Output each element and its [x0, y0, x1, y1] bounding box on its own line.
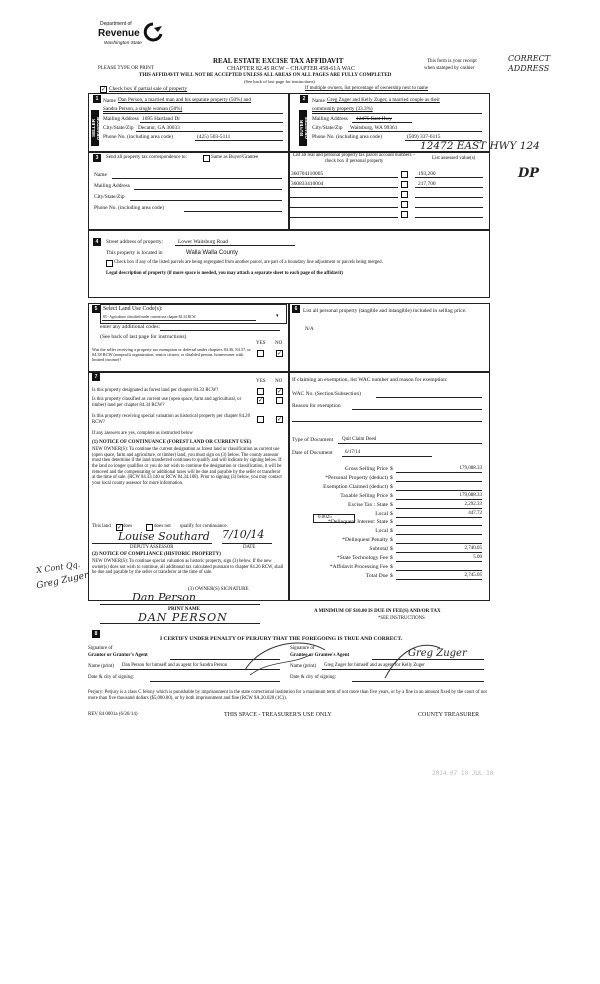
form-chapter: CHAPTER 82.45 RCW – CHAPTER 458-61A WAC: [227, 66, 355, 72]
tax-row-label: Total Due: [365, 572, 388, 579]
certify-statement: I CERTIFY UNDER PENALTY OF PERJURY THAT THE FOREGOING IS TRUE AND CORRECT.: [160, 636, 403, 642]
grantee-signature: Greg Zuger: [408, 648, 467, 659]
located-value: Walla Walla County: [186, 250, 238, 256]
tax-row-label: *Affidavit Processing Fee: [329, 563, 388, 570]
wac-label: WAC No. (Section/Subsection): [292, 391, 361, 397]
partial-sale-label: Check box if partial sale of property: [109, 86, 188, 92]
dept-line: Department of: [100, 21, 132, 27]
section-2-marker: 2: [300, 95, 308, 103]
seller-name-label: Name: [103, 98, 116, 104]
section-4-marker: 4: [93, 238, 101, 246]
buyer-name-value: Greg Zuger and Kelly Zuger, a married couple as their: [327, 97, 441, 103]
segregated-label: Check box if any of the listed parcels are being segregated from another parcel, are part of a boundary line adjustment or parcels being merged.: [114, 260, 383, 265]
buyer-label: BUYER GRANTEE: [299, 110, 307, 146]
forest-no-checkbox[interactable]: ✓: [277, 388, 283, 395]
section-1-marker: 1: [93, 95, 101, 103]
tax-row-currency: $: [390, 528, 393, 535]
buyer-name-value-2: community property (33.3%): [312, 106, 373, 112]
notice-continuance-title: (1) NOTICE OF CONTINUANCE (FOREST LAND OR CURRENT USE): [92, 440, 252, 445]
tax-row-label: *Delinquent Penalty: [342, 537, 388, 544]
tax-row-currency: $: [390, 474, 393, 481]
corr-city-label: City/State/Zip: [94, 194, 125, 200]
seller-phone-label: Phone No. (including area code): [103, 134, 173, 140]
handwritten-buyer-address: 12472 EAST HWY 124: [420, 140, 540, 152]
dept-state: Washington State: [104, 41, 142, 46]
handwritten-correct-address: CORRECT ADDRESS: [508, 54, 551, 74]
grantor-name-value: Dan Person for himself and as agent for Sandra Person: [122, 663, 228, 668]
section-7-marker: 7: [92, 373, 100, 381]
does-checkbox[interactable]: ✓: [117, 524, 123, 531]
tax-row-currency: $: [390, 537, 393, 544]
grantee-signature-loop-icon: [380, 640, 450, 680]
buyer-city-value: Waitsburg, WA 99361: [350, 125, 398, 131]
corr-name-label: Name: [94, 172, 107, 178]
segregated-checkbox[interactable]: [106, 260, 113, 267]
date-label: DATE: [243, 545, 256, 550]
owner-signature: Dan Person: [132, 591, 196, 604]
land-use-dropdown-icon[interactable]: ▾: [276, 314, 279, 319]
seller-name-value: Dan Person, a married man and his separate property (50%) and: [118, 97, 251, 103]
parcels-header: List all real and personal property tax parcel account numbers – check box if personal property: [292, 153, 416, 164]
tax-row-currency: $: [390, 501, 393, 508]
grantee-date-label: Date & city of signing:: [290, 675, 337, 680]
receipt-note: This form is your receipt: [427, 59, 477, 64]
margin-signature: Greg Zuger: [35, 570, 90, 592]
printed-name-handwritten: DAN PERSON: [138, 611, 228, 624]
tax-row-label: *State Technology Fee: [336, 555, 388, 561]
personal-property-checkbox[interactable]: [401, 201, 408, 208]
street-value: Lower Waitsburg Road: [178, 239, 228, 245]
form-title: REAL ESTATE EXCISE TAX AFFIDAVIT: [213, 57, 344, 65]
corr-phone-label: Phone No. (including area code): [94, 205, 164, 211]
handwritten-initials: DP: [518, 166, 540, 181]
tax-row-value: 2,745.05: [464, 572, 482, 578]
document-date-label: Date of Document: [292, 450, 333, 456]
tax-row-label: *Delinquent Interest: State: [328, 519, 388, 526]
perjury-notice: Perjury: Perjury is a class C felony which is punishable by imprisonment in the state correctional institution for a maximum term of not more than five years, or by a fine in an amount fixed by the court of not more than five thousand dollars ($5,000.00), or by both imprisonment and fine (RCW 9A.20.020 (1C)).: [88, 690, 487, 701]
land-use-value: 83 - Agriculture classified under current use chapter 84.34 RCW: [103, 315, 196, 319]
notice-continuance-body: NEW OWNER(S): To continue the current designation as forest land or classification as current use (open space, farm and agriculture, or timber) land, you must sign on (3) below. The county assessor must then determine if the land transferred continues to qualify and will indicate by signing below. If the land no longer qualifies or you do not wish to continue the designation or classification, it will be removed and the compensating or additional taxes will be due and payable by the seller or transferor at the time of sale. (RCW 84.33.140 or RCW 84.34.108). Prior to signing (3) below, you may contact your local county assessor for more information.: [92, 447, 282, 486]
does-label: does: [123, 524, 133, 529]
tax-row-label: Taxable Selling Price: [340, 492, 388, 499]
document-type-label: Type of Document: [292, 437, 334, 443]
grantee-sig-label-2: Grantee or Grantee's Agent: [290, 653, 350, 658]
form-see-back: (See back of last page for instructions): [244, 79, 315, 84]
grantor-sig-label-2: Grantor or Grantor's Agent: [88, 653, 148, 658]
exemption-no-checkbox[interactable]: ✓: [277, 350, 283, 357]
tax-row-label: Subtotal: [369, 546, 388, 553]
this-land-label: This land: [92, 524, 111, 529]
tax-row-value: 179,088.33: [459, 492, 482, 498]
reason-label: Reason for exemption: [292, 403, 341, 409]
seller-name-value-2: Sandra Person, a single woman (50%): [103, 106, 183, 112]
street-label: Street address of property:: [106, 239, 164, 245]
grantee-name-value: Greg Zuger for himself and as agent for Kelly Zuger: [324, 663, 425, 668]
grantor-signature-loop-icon: [240, 640, 330, 680]
tax-row-value: 2,740.05: [464, 546, 482, 552]
additional-codes-label: enter any additional codes:: [100, 324, 161, 330]
parcel-number: 360833410004: [291, 181, 324, 187]
document-type-value: Quit Claim Deed: [342, 437, 377, 442]
section-6-marker: 6: [292, 305, 300, 313]
tax-row-value: 447.72: [468, 510, 482, 516]
tax-row-currency: $: [390, 510, 393, 517]
see-instructions: *SEE INSTRUCTIONS: [378, 616, 425, 621]
rev-number: REV 84 0001a (6/26/14): [88, 712, 138, 717]
land-use-label: Select Land Use Code(s):: [103, 306, 163, 312]
seller-mailing-value: 1695 Hartland Dr: [142, 116, 181, 122]
tax-row-label: Excise Tax : State: [347, 501, 388, 508]
tax-row-currency: $: [390, 546, 393, 553]
legal-description-label: Legal description of property (if more space is needed, you may attach a separate sheet to each page of the affidavit): [106, 271, 343, 276]
buyer-mailing-label: Mailing Address: [312, 116, 348, 122]
buyer-city-label: City/State/Zip: [312, 125, 343, 131]
tax-row-currency: $: [390, 555, 393, 561]
personal-property-checkbox[interactable]: [401, 191, 408, 198]
assessor-signature: Louise Southard: [118, 530, 210, 543]
tax-row-label: Local: [375, 528, 388, 535]
tax-row-value: 5.00: [473, 555, 482, 560]
current-use-no-checkbox[interactable]: [276, 397, 283, 404]
grantee-name-label: Name (print): [290, 664, 316, 669]
buyer-phone-value: (509) 337-6115: [407, 134, 441, 140]
owner-signature-label: (3) OWNER(S) SIGNATURE: [188, 587, 249, 592]
historic-question: Is this property receiving special valuation as historical property per chapter 84.26 RCW?: [92, 414, 250, 425]
tax-row-label: Local: [375, 510, 388, 517]
forest-land-question: Is this property designated as forest land per chapter 84.33 RCW?: [92, 388, 219, 393]
grantor-name-label: Name (print): [88, 664, 114, 669]
historic-yes-checkbox[interactable]: [257, 416, 264, 423]
tax-row-currency: $: [390, 519, 393, 526]
seller-phone-value: (425) 503-5111: [197, 134, 231, 140]
exemption-label: If claiming an exemption, list WAC number and reason for exemption:: [292, 377, 448, 383]
receipt-note-2: when stamped by cashier: [424, 66, 475, 71]
treasurer-space: THIS SPACE - TREASURER'S USE ONLY: [224, 712, 332, 718]
assessed-header: List assessed value(s): [432, 156, 476, 161]
tax-row-value: 2,292.33: [464, 501, 482, 507]
exemption-yes-checkbox[interactable]: [257, 350, 264, 357]
county-treasurer: COUNTY TREASURER: [418, 712, 480, 718]
parcel-value: 193,200: [418, 171, 436, 177]
personal-property-checkbox[interactable]: [401, 211, 408, 218]
tax-row-currency: $: [390, 483, 393, 490]
seller-city-value: Decatur, GA 30033: [138, 125, 180, 131]
tax-row-currency: $: [390, 492, 393, 499]
grantee-sig-label: Signature of: [290, 646, 315, 651]
yes-header: YES: [256, 341, 266, 346]
revenue-swoosh-icon: [142, 22, 164, 42]
grantor-date-label: Date & city of signing:: [88, 675, 135, 680]
tax-row-label: Exemption Claimed (deduct): [323, 483, 388, 490]
no-header: NO: [275, 379, 283, 384]
located-label: This property is located in: [106, 250, 163, 256]
partial-sale-checkbox[interactable]: ✓: [101, 86, 107, 93]
same-as-buyer-label: Same as Buyer/Grantee: [211, 155, 259, 160]
historic-no-checkbox[interactable]: ✓: [277, 416, 283, 423]
current-use-yes-checkbox[interactable]: ✓: [258, 397, 264, 404]
seller-label: SELLER GRANTOR: [91, 110, 99, 146]
buyer-phone-label: Phone No. (including area code): [312, 134, 382, 140]
forest-yes-checkbox[interactable]: [257, 388, 264, 395]
no-header: NO: [275, 341, 283, 346]
form-warning: THIS AFFIDAVIT WILL NOT BE ACCEPTED UNLESS ALL AREAS ON ALL PAGES ARE FULLY COMPLETED: [139, 73, 392, 78]
revenue-logo: [98, 20, 168, 58]
notice-compliance-title: (2) NOTICE OF COMPLIANCE (HISTORIC PROPERTY): [92, 552, 221, 557]
does-not-label: does not: [154, 524, 171, 529]
stamp-marks: 2014 07 10 JUL 10: [432, 770, 494, 777]
local-rate-value: 0.0025: [318, 515, 332, 520]
tax-row-currency: $: [390, 572, 393, 579]
seller-city-label: City/State/Zip: [103, 125, 134, 131]
current-use-question: Is this property classified as current use (open space, farm and agricultural, or timber) land per chapter 84.34 RCW?: [92, 397, 242, 408]
tax-row-value: 179,088.33: [459, 466, 482, 471]
deputy-assessor-label: DEPUTY ASSESSOR: [130, 545, 174, 550]
section-8-marker: 8: [92, 630, 100, 638]
tax-row-currency: $: [390, 563, 393, 570]
qualify-label: qualify for continuance.: [180, 524, 228, 529]
personal-property-value: N/A: [305, 327, 314, 332]
buyer-name-label: Name: [312, 98, 325, 104]
personal-property-checkbox[interactable]: [401, 171, 408, 178]
section-5-marker: 5: [92, 305, 100, 313]
parcel-number: 360704110005: [291, 171, 324, 177]
print-name-label: PRINT NAME: [168, 607, 200, 612]
correspondence-section: [88, 151, 290, 231]
notice-compliance-body: NEW OWNER(S): To continue special valuation as historic property, sign (3) below. If the new owner(s) does not wish to continue, all additional tax calculated pursuant to chapter 84.26 RCW, shall be due and payable by the seller or transferor at the time of sale.: [92, 559, 284, 576]
if-yes-note: If any answers are yes, complete as instructed below: [92, 431, 193, 436]
yes-header: YES: [256, 379, 266, 384]
margin-note: X Cont Qq.: [35, 559, 81, 576]
assessor-date: 7/10/14: [222, 528, 265, 541]
dept-name: Revenue: [98, 28, 140, 39]
please-type: PLEASE TYPE OR PRINT: [98, 66, 154, 71]
document-date-value: 6/17/14: [345, 450, 361, 455]
exemption-question: Was the seller receiving a property tax exemption or deferral under chapters 84.36, 84.37, or 84.38 RCW (nonprofit organization, senior citizen, or disabled person, homeowner with limited income)?: [92, 347, 251, 362]
section-3-marker: 3: [93, 154, 101, 162]
buyer-mailing-value: 12475 East Hwy: [356, 116, 392, 122]
personal-property-checkbox[interactable]: [401, 181, 408, 188]
land-use-see-back: (See back of last page for instructions): [100, 334, 187, 340]
same-as-buyer-checkbox[interactable]: [203, 155, 210, 162]
personal-property-label: List all personal property (tangible and intangible) included in selling price.: [303, 308, 467, 314]
seller-mailing-label: Mailing Address: [103, 116, 139, 122]
corr-mailing-label: Mailing Address: [94, 183, 130, 189]
tax-row-currency: $: [390, 466, 393, 472]
minimum-due: A MINIMUM OF $10.00 IS DUE IN FEE(S) AND/OR TAX: [314, 609, 441, 614]
grantor-sig-label: Signature of: [88, 646, 113, 651]
tax-row-label: Gross Selling Price: [344, 466, 388, 472]
correspondence-label: Send all property tax correspondence to:: [106, 155, 187, 160]
parcel-value: 217,700: [418, 181, 436, 187]
tax-row-label: *Personal Property (deduct): [325, 474, 388, 481]
multiple-owners-label: If multiple owners, list percentage of ownership next to name: [305, 86, 429, 91]
